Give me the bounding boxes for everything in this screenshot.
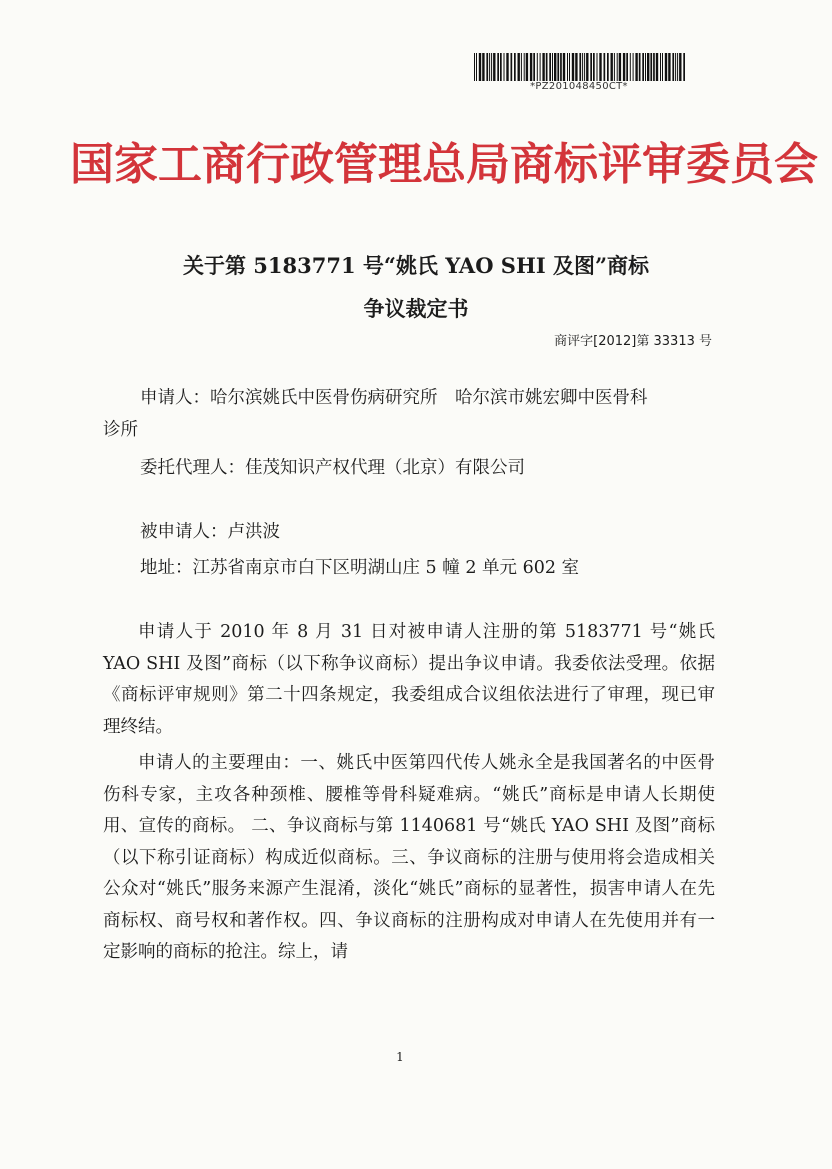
barcode-bar: [626, 53, 628, 81]
barcode-bar: [675, 53, 676, 81]
barcode-bar: [569, 53, 570, 81]
barcode-bar: [533, 53, 535, 81]
barcode-bar: [639, 53, 641, 81]
barcode-bar: [623, 53, 625, 81]
barcode-bar: [633, 53, 634, 81]
barcode-text: *PZ201048450CT*: [530, 81, 628, 92]
document-title-line1: 关于第 5183771 号“姚氏 YAO SHI 及图”商标: [182, 253, 650, 278]
barcode-bar: [597, 53, 598, 81]
barcode-bar: [599, 53, 601, 81]
barcode-bar: [540, 53, 541, 81]
barcode-bar: [524, 53, 525, 81]
barcode-bars: [472, 53, 686, 81]
barcode-bar: [479, 53, 481, 81]
barcode-bar: [645, 53, 646, 81]
barcode-bar: [619, 53, 621, 81]
barcode-bar: [554, 53, 556, 81]
barcode-bar: [542, 53, 544, 81]
barcode-bar: [607, 53, 609, 81]
document-title-line2: 争议裁定书: [363, 296, 469, 321]
barcode-bar: [579, 53, 581, 81]
address-line: 地址：江苏省南京市白下区明湖山庄 5 幢 2 单元 602 室: [140, 558, 580, 578]
barcode-bar: [656, 53, 658, 81]
barcode-bar: [593, 53, 595, 81]
barcode-bar: [683, 53, 685, 81]
barcode-bar: [635, 53, 637, 81]
barcode-bar: [642, 53, 644, 81]
respondent-line: 被申请人：卢洪波: [140, 522, 280, 542]
document-number: 商评字[2012]第 33313 号: [554, 334, 712, 349]
barcode-bar: [572, 53, 574, 81]
barcode-bar: [506, 53, 508, 81]
barcode-bar: [614, 53, 615, 81]
barcode-bar: [521, 53, 522, 81]
barcode-bar: [584, 53, 585, 81]
barcode-bar: [679, 53, 681, 81]
barcode-bar: [552, 53, 553, 81]
barcode-bar: [617, 53, 618, 81]
page-number: 1: [396, 1050, 404, 1064]
barcode-bar: [604, 53, 606, 81]
barcode-bar: [497, 53, 499, 81]
barcode-bar: [486, 53, 488, 81]
barcode-bar: [518, 53, 520, 81]
barcode-bar: [474, 53, 475, 81]
barcode-bar: [493, 53, 495, 81]
barcode-bar: [557, 53, 559, 81]
barcode-bar: [489, 53, 490, 81]
body-paragraph-1: 申请人于 2010 年 8 月 31 日对被申请人注册的第 5183771 号“姚氏 YAO SHI 及图”商标（以下称争议商标）提出争议申请。我委依法受理。依据《商标评审规则》第二十四条规定，我委组成合议组依法进行了审理，现已审理终结。: [103, 622, 715, 737]
barcode-bar: [537, 53, 538, 81]
barcode-bar: [514, 53, 516, 81]
barcode-bar: [575, 53, 577, 81]
organization-title: 国家工商行政管理总局商标评审委员会: [70, 139, 818, 190]
barcode-bar: [567, 53, 568, 81]
barcode-bar: [590, 53, 592, 81]
applicant-line2: 诊所: [103, 420, 138, 440]
barcode-bar: [511, 53, 513, 81]
barcode-bar: [653, 53, 655, 81]
barcode: [472, 53, 686, 95]
barcode-bar: [611, 53, 613, 81]
barcode-bar: [491, 53, 492, 81]
barcode-bar: [650, 53, 652, 81]
barcode-bar: [672, 53, 674, 81]
barcode-bar: [668, 53, 670, 81]
applicant-line1: 申请人：哈尔滨姚氏中医骨伤病研究所 哈尔滨市姚宏卿中医骨科: [140, 388, 648, 408]
barcode-bar: [660, 53, 661, 81]
barcode-bar: [504, 53, 505, 81]
barcode-bar: [549, 53, 551, 81]
body-paragraph-2: 申请人的主要理由：一、姚氏中医第四代传人姚永全是我国著名的中医骨伤科专家，主攻各种颈椎、腰椎等骨科疑难病。“姚氏”商标是申请人长期使用、宣传的商标。 二、争议商标与第 1140681 号“姚氏 YAO SHI 及图”商标（以下称引证商标）构成近似商标。三、争议商标的注册与使用将会造成相关公众对“姚氏”服务来源产生混淆，淡化“姚氏”商标的显著性，损害申请人在先商标权、商号权和著作权。四、争议商标的注册构成对申请人在先使用并有一定影响的商标的抢注。综上，请: [103, 753, 715, 962]
barcode-bar: [563, 53, 565, 81]
barcode-bar: [530, 53, 532, 81]
barcode-bar: [560, 53, 562, 81]
barcode-bar: [476, 53, 477, 81]
barcode-bar: [582, 53, 583, 81]
barcode-bar: [630, 53, 631, 81]
barcode-bar: [546, 53, 548, 81]
barcode-bar: [647, 53, 649, 81]
barcode-bar: [677, 53, 678, 81]
barcode-bar: [526, 53, 528, 81]
barcode-bar: [500, 53, 502, 81]
barcode-bar: [665, 53, 667, 81]
agent-line: 委托代理人：佳茂知识产权代理（北京）有限公司: [140, 458, 525, 478]
barcode-bar: [586, 53, 588, 81]
barcode-bar: [662, 53, 663, 81]
barcode-bar: [482, 53, 484, 81]
